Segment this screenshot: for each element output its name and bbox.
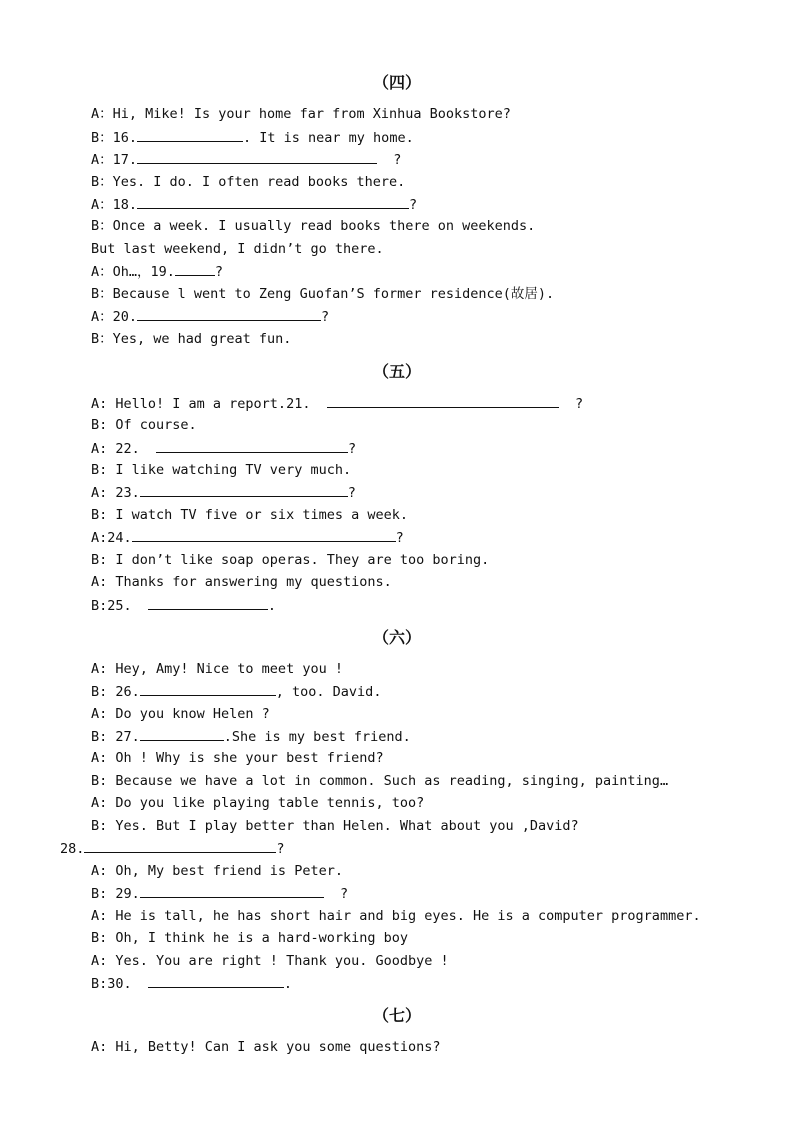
dialogue-line: B：Yes, we had great fun. (91, 331, 292, 347)
answer-blank-18[interactable] (137, 195, 409, 209)
dialogue-line: A: 22. ? (91, 441, 357, 457)
dialogue-line: A：Hi, Mike! Is your home far from Xinhua Bookstore? (91, 106, 511, 122)
dialogue-line: A: Yes. You are right ! Thank you. Goodbye ! (91, 953, 449, 969)
answer-blank-17[interactable] (137, 150, 377, 164)
dialogue-line: A：18. ? (91, 197, 418, 213)
dialogue-line: B: Of course. (91, 417, 197, 433)
dialogue-line: A：Oh…，19. ? (91, 264, 224, 280)
answer-blank-25[interactable] (148, 596, 268, 610)
dialogue-line: B:25. . (91, 598, 277, 614)
dialogue-line: B: 26. , too. David. (91, 684, 382, 700)
answer-blank-26[interactable] (140, 682, 276, 696)
dialogue-line: B：16. . It is near my home. (91, 130, 414, 146)
dialogue-line: A：20. ? (91, 309, 330, 325)
dialogue-line: B：Because l went to Zeng Guofan’S former residence(故居). (91, 286, 555, 302)
section-heading-4: （四） (372, 73, 421, 92)
dialogue-line: B：Once a week. I usually read books there on weekends. (91, 218, 536, 234)
dialogue-line: B: Oh, I think he is a hard-working boy (91, 930, 408, 946)
dialogue-line: A: 23. ? (91, 485, 356, 501)
dialogue-line: A: Hi, Betty! Can I ask you some questions? (91, 1039, 441, 1055)
dialogue-line: B: I don’t like soap operas. They are too boring. (91, 552, 490, 568)
dialogue-line: A: Hey, Amy! Nice to meet you ! (91, 661, 343, 677)
dialogue-line: A: Do you know Helen ? (91, 706, 270, 722)
dialogue-line: B: I like watching TV very much. (91, 462, 352, 478)
dialogue-line: B: I watch TV five or six times a week. (91, 507, 408, 523)
answer-blank-21[interactable] (327, 394, 559, 408)
answer-blank-24[interactable] (132, 528, 396, 542)
answer-blank-29[interactable] (140, 884, 324, 898)
answer-blank-30[interactable] (148, 974, 284, 988)
answer-blank-22[interactable] (156, 439, 348, 453)
answer-blank-28[interactable] (84, 839, 276, 853)
dialogue-line: A: Oh, My best friend is Peter. (91, 863, 343, 879)
dialogue-line: A: He is tall, he has short hair and big eyes. He is a computer programmer. (91, 908, 701, 924)
dialogue-line: A：17. ? (91, 152, 402, 168)
dialogue-line: A: Oh ! Why is she your best friend? (91, 750, 384, 766)
dialogue-line: B: 29. ? (91, 886, 349, 902)
answer-blank-20[interactable] (137, 307, 321, 321)
dialogue-line: B: Yes. But I play better than Helen. What about you ,David? (91, 818, 579, 834)
dialogue-line: 28. ? (60, 841, 285, 857)
section-heading-7: （七） (372, 1006, 421, 1025)
section-heading-5: （五） (372, 362, 421, 381)
dialogue-line: B: Because we have a lot in common. Such as reading, singing, painting… (91, 773, 669, 789)
dialogue-line: B:30. . (91, 976, 293, 992)
answer-blank-27[interactable] (140, 727, 224, 741)
answer-blank-19[interactable] (175, 262, 215, 276)
dialogue-line: But last weekend, I didn’t go there. (91, 241, 384, 257)
dialogue-line: B: 27. .She is my best friend. (91, 729, 411, 745)
dialogue-line: A:24. ? (91, 530, 404, 546)
answer-blank-16[interactable] (137, 128, 243, 142)
dialogue-line: B：Yes. I do. I often read books there. (91, 174, 406, 190)
dialogue-line: A: Hello! I am a report.21. ? (91, 396, 584, 412)
section-heading-6: （六） (372, 628, 421, 647)
dialogue-line: A: Thanks for answering my questions. (91, 574, 392, 590)
answer-blank-23[interactable] (140, 483, 348, 497)
dialogue-line: A: Do you like playing table tennis, too? (91, 795, 425, 811)
